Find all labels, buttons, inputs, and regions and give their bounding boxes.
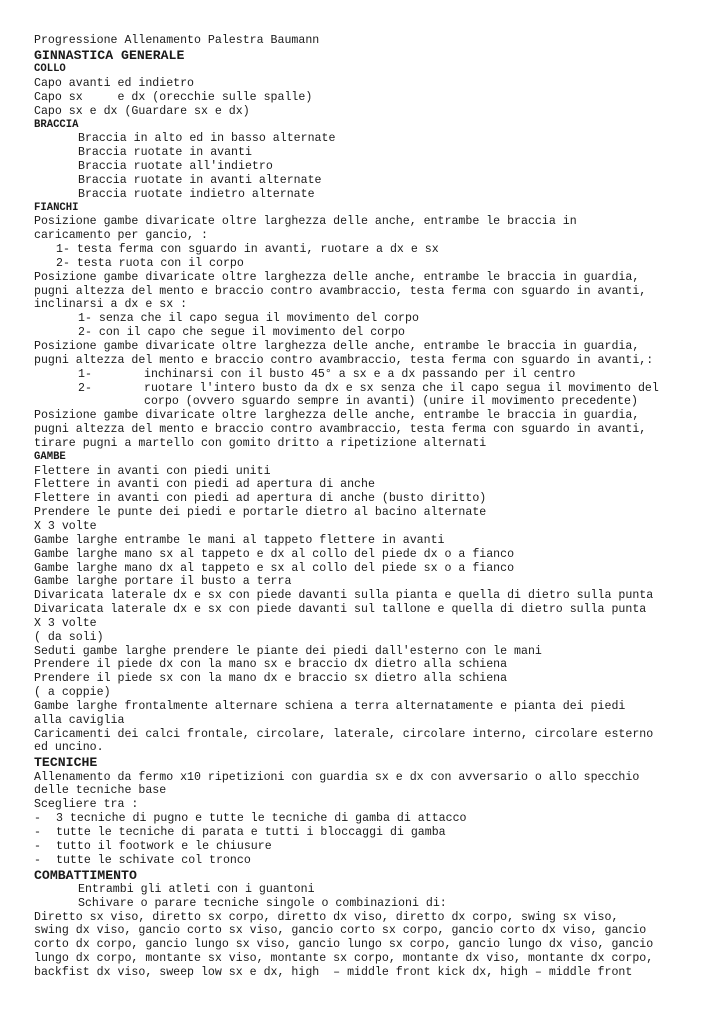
text-line: pugni altezza del mento e braccio contro avambraccio, testa ferma con sguardo in avanti,: [34, 353, 654, 367]
text-line: Scegliere tra : [34, 798, 139, 812]
bullet-text: 3 tecniche di pugno e tutte le tecniche di gamba di attacco [56, 812, 467, 826]
text-line: ed uncino. [34, 741, 104, 755]
text-line: Entrambi gli atleti con i guantoni [78, 882, 315, 896]
text-line: ( da soli) [34, 630, 104, 644]
bullet-item [34, 826, 714, 840]
text-line: Prendere il piede sx con la mano dx e braccio sx dietro alla schiena [34, 672, 508, 686]
text-line: corto dx corpo, gancio lungo sx viso, gancio lungo sx corpo, gancio lungo dx viso, gancio [34, 938, 654, 952]
text-line: Capo sx e dx (orecchie sulle spalle) [34, 90, 313, 104]
text-line: Posizione gambe divaricate oltre larghezza delle anche, entrambe le braccia in guardia, [34, 270, 640, 284]
list-item [34, 382, 714, 396]
text-line: Schivare o parare tecniche singole o combinazioni di: [78, 896, 447, 910]
document-title: Progressione Allenamento Palestra Baumann [34, 34, 320, 47]
text-line: Caricamenti dei calci frontale, circolare, laterale, circolare interno, circolare esterno [34, 727, 654, 741]
text-line: ( a coppie) [34, 686, 111, 700]
bullet-item [34, 812, 714, 826]
bullet-marker: - [34, 853, 41, 867]
list-number: 2- [78, 381, 92, 395]
text-line: Braccia ruotate in avanti [78, 146, 252, 160]
text-line: Divaricata laterale dx e sx con piede davanti sulla pianta e quella di dietro sulla punta [34, 589, 654, 603]
list-item-text: corpo (ovvero sguardo sempre in avanti) (unire il movimento precedente) [144, 395, 638, 409]
subsection-heading-collo: COLLO [34, 63, 66, 76]
list-item: 2- con il capo che segue il movimento del corpo [78, 326, 405, 340]
text-line: Braccia in alto ed in basso alternate [78, 132, 336, 146]
text-line: Posizione gambe divaricate oltre larghezza delle anche, entrambe le braccia in guardia, [34, 409, 640, 423]
text-line: Braccia ruotate all'indietro [78, 160, 273, 174]
text-line: caricamento per gancio, : [34, 229, 208, 243]
bullet-text: tutte le schivate col tronco [56, 853, 251, 867]
text-line: Prendere le punte dei piedi e portarle dietro al bacino alternate [34, 506, 487, 520]
text-line: Gambe larghe frontalmente alternare schiena a terra alternatamente e pianta dei piedi [34, 699, 626, 713]
text-line: X 3 volte [34, 616, 97, 630]
document-page [34, 34, 714, 980]
subsection-heading-fianchi: FIANCHI [34, 201, 79, 214]
text-line: inclinarsi a dx e sx : [34, 298, 188, 312]
bullet-text: tutte le tecniche di parata e tutti i bloccaggi di gamba [56, 826, 446, 839]
list-item [34, 395, 714, 409]
list-item-text: ruotare l'intero busto da dx e sx senza che il capo segua il movimento del [144, 381, 659, 395]
subsection-heading-gambe: GAMBE [34, 450, 66, 463]
list-item: 1- testa ferma con sguardo in avanti, ruotare a dx e sx [56, 243, 439, 257]
text-line: Allenamento da fermo x10 ripetizioni con guardia sx e dx con avversario o allo specchio [34, 770, 640, 784]
text-line: Posizione gambe divaricate oltre larghezza delle anche, entrambe le braccia in [34, 215, 577, 229]
text-line: Gambe larghe portare il busto a terra [34, 575, 292, 589]
section-heading-combattimento: COMBATTIMENTO [34, 867, 137, 883]
text-line: X 3 volte [34, 519, 97, 533]
text-line: Gambe larghe mano dx al tappeto e sx al collo del piede sx o a fianco [34, 561, 515, 575]
bullet-text: tutto il footwork e le chiusure [56, 839, 272, 853]
text-line: Posizione gambe divaricate oltre larghezza delle anche, entrambe le braccia in guardia, [34, 340, 640, 354]
bullet-item [34, 854, 714, 868]
list-item-text: inchinarsi con il busto 45° a sx e a dx passando per il centro [144, 367, 576, 381]
text-line: Gambe larghe mano sx al tappeto e dx al collo del piede dx o a fianco [34, 547, 515, 561]
list-item [34, 368, 714, 382]
text-line: lungo dx corpo, montante sx viso, montante sx corpo, montante dx viso, montante dx corpo, [34, 952, 654, 966]
text-line: Flettere in avanti con piedi ad apertura di anche [34, 478, 375, 492]
subsection-heading-braccia: BRACCIA [34, 118, 79, 131]
text-line: pugni altezza del mento e braccio contro avambraccio, testa ferma con sguardo in avanti, [34, 423, 647, 437]
text-line: Capo avanti ed indietro [34, 76, 195, 90]
text-line: Diretto sx viso, diretto sx corpo, diretto dx viso, diretto dx corpo, swing sx viso, [34, 910, 619, 924]
list-item: 2- testa ruota con il corpo [56, 256, 244, 270]
bullet-marker: - [34, 812, 41, 826]
text-line: Prendere il piede dx con la mano sx e braccio dx dietro alla schiena [34, 658, 508, 672]
text-line: Flettere in avanti con piedi uniti [34, 464, 271, 478]
list-item: 1- senza che il capo segua il movimento del corpo [78, 312, 419, 326]
text-line: tirare pugni a martello con gomito dritto a ripetizione alternati [34, 436, 487, 450]
section-heading-ginnastica: GINNASTICA GENERALE [34, 47, 185, 63]
text-line: pugni altezza del mento e braccio contro avambraccio, testa ferma con sguardo in avanti, [34, 284, 647, 298]
text-line: Braccia ruotate in avanti alternate [78, 173, 322, 187]
text-line: backfist dx viso, sweep low sx e dx, high – middle front kick dx, high – middle front [34, 965, 633, 979]
text-line: Braccia ruotate indietro alternate [78, 187, 315, 201]
bullet-marker: - [34, 839, 41, 853]
bullet-marker: - [34, 826, 41, 839]
text-line: Gambe larghe entrambe le mani al tappeto flettere in avanti [34, 533, 445, 547]
text-line: Seduti gambe larghe prendere le piante dei piedi dall'esterno con le mani [34, 644, 542, 658]
list-number: 1- [78, 367, 92, 381]
text-line: alla caviglia [34, 713, 125, 727]
text-line: Flettere in avanti con piedi ad apertura di anche (busto diritto) [34, 492, 487, 506]
bullet-item [34, 840, 714, 854]
text-line: Capo sx e dx (Guardare sx e dx) [34, 104, 250, 118]
text-line: swing dx viso, gancio corto sx viso, gancio corto sx corpo, gancio corto dx viso, gancio [34, 924, 647, 938]
section-heading-tecniche: TECNICHE [34, 755, 98, 771]
text-line: Divaricata laterale dx e sx con piede davanti sul tallone e quella di dietro sulla punta [34, 603, 647, 617]
text-line: delle tecniche base [34, 784, 167, 798]
